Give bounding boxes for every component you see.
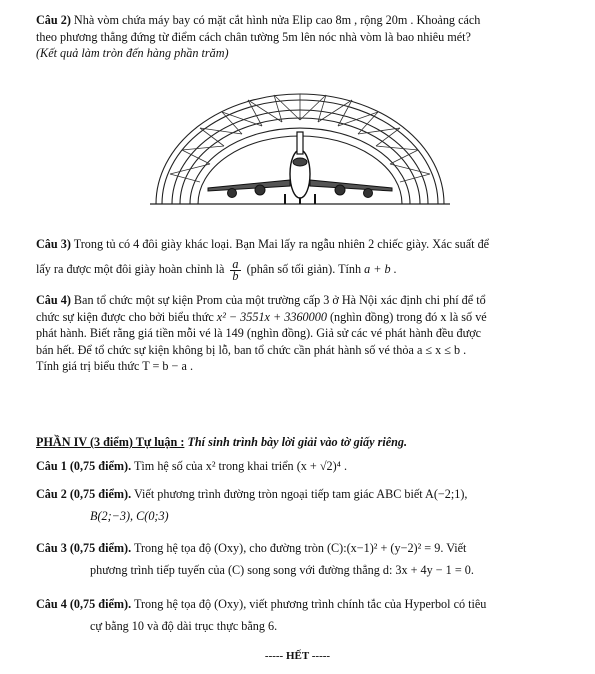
essay-q4-text-2: cự bằng 10 và độ dài trục thực bằng 6. bbox=[90, 619, 278, 633]
essay-q3-text: Trong hệ tọa độ (Oxy), cho đường tròn (C):(x−1)² + (y−2)² = 9. Viết bbox=[133, 541, 467, 555]
question-4 bbox=[36, 292, 564, 375]
essay-q4-text: Trong hệ tọa độ (Oxy), viết phương trình chính tắc của Hyperbol có tiêu bbox=[133, 597, 487, 611]
q4-cost-expression: x² − 3551x + 3360000 bbox=[216, 309, 327, 324]
q4-line-1: Ban tổ chức một sự kiện Prom của một trường cấp 3 ở Hà Nội xác định chi phí để tổ bbox=[73, 293, 486, 307]
essay-question-4 bbox=[36, 596, 564, 613]
part-4-heading: PHẦN IV (3 điểm) Tự luận : bbox=[36, 435, 185, 449]
essay-q3-label: Câu 3 (0,75 điểm). bbox=[36, 541, 132, 555]
q4-line-5: Tính giá trị biểu thức T = b − a . bbox=[36, 359, 193, 373]
q3-expression: a + b . bbox=[364, 262, 397, 276]
essay-q2-text: Viết phương trình đường tròn ngoại tiếp tam giác ABC biết A(−2;1), bbox=[133, 487, 468, 501]
essay-q2-points: B(2;−3), C(0;3) bbox=[90, 509, 169, 523]
essay-question-2-cont bbox=[90, 508, 564, 525]
essay-q4-label: Câu 4 (0,75 điểm). bbox=[36, 597, 132, 611]
q4-line-2b: (nghìn đồng) trong đó x là số vé bbox=[329, 309, 487, 324]
q2-text-1: Nhà vòm chứa máy bay có mặt cắt hình nửa Elip cao 8m , rộng 20m . Khoảng cách bbox=[73, 13, 481, 27]
q2-label: Câu 2) bbox=[36, 13, 71, 27]
q3-text-1: Trong tủ có 4 đôi giày khác loại. Bạn Mai lấy ra ngẫu nhiên 2 chiếc giày. Xác suất để bbox=[73, 237, 490, 251]
essay-q3-text-2: phương trình tiếp tuyến của (C) song song với đường thẳng d: 3x + 4y − 1 = 0. bbox=[90, 563, 474, 577]
essay-question-3 bbox=[36, 540, 564, 557]
question-3 bbox=[36, 236, 564, 253]
q3-text-2a: lấy ra được một đôi giày hoàn chỉnh là bbox=[36, 262, 225, 276]
q4-line-3: phát hành. Biết rằng giá tiền mỗi vé là 149 (nghìn đồng). Giả sử các vé phát hành đều được bbox=[36, 326, 482, 340]
question-3-line-2 bbox=[36, 258, 564, 282]
q4-line-2a: chức sự kiện được cho bởi biểu thức bbox=[36, 309, 214, 324]
fraction-numerator: a bbox=[232, 256, 239, 271]
fraction-a-over-b bbox=[230, 256, 240, 283]
part-4-heading-line bbox=[36, 434, 564, 451]
q2-note: (Kết quả làm tròn đến hàng phần trăm) bbox=[36, 46, 229, 60]
part-4-instruction: Thí sinh trình bày lời giải vào tờ giấy riêng. bbox=[187, 435, 408, 449]
essay-question-2 bbox=[36, 486, 564, 503]
q2-text-2: theo phương thẳng đứng từ điểm cách chân tường 5m lên nóc nhà vòm là bao nhiêu mét? bbox=[36, 29, 471, 44]
end-marker: ----- HẾT ----- bbox=[264, 650, 331, 662]
question-2 bbox=[36, 12, 564, 62]
q3-text-2b: (phân số tối giản). Tính bbox=[246, 262, 362, 276]
essay-q2-label: Câu 2 (0,75 điểm). bbox=[36, 487, 132, 501]
fraction-denominator: b bbox=[232, 268, 239, 283]
essay-q1-label: Câu 1 (0,75 điểm). bbox=[36, 459, 132, 473]
q3-label: Câu 3) bbox=[36, 237, 71, 251]
essay-question-3-cont bbox=[90, 562, 564, 579]
essay-question-1 bbox=[36, 458, 564, 475]
hangar-arch-illustration bbox=[150, 84, 450, 210]
q4-line-4: bán hết. Để tổ chức sự kiện không bị lỗ, ban tổ chức cần phát hành số vé thỏa a ≤ x ≤ b . bbox=[36, 342, 467, 357]
essay-question-4-cont bbox=[90, 618, 564, 635]
q4-label: Câu 4) bbox=[36, 293, 71, 307]
essay-q1-text: Tìm hệ số của x² trong khai triển (x + √2)⁴ . bbox=[133, 459, 348, 473]
